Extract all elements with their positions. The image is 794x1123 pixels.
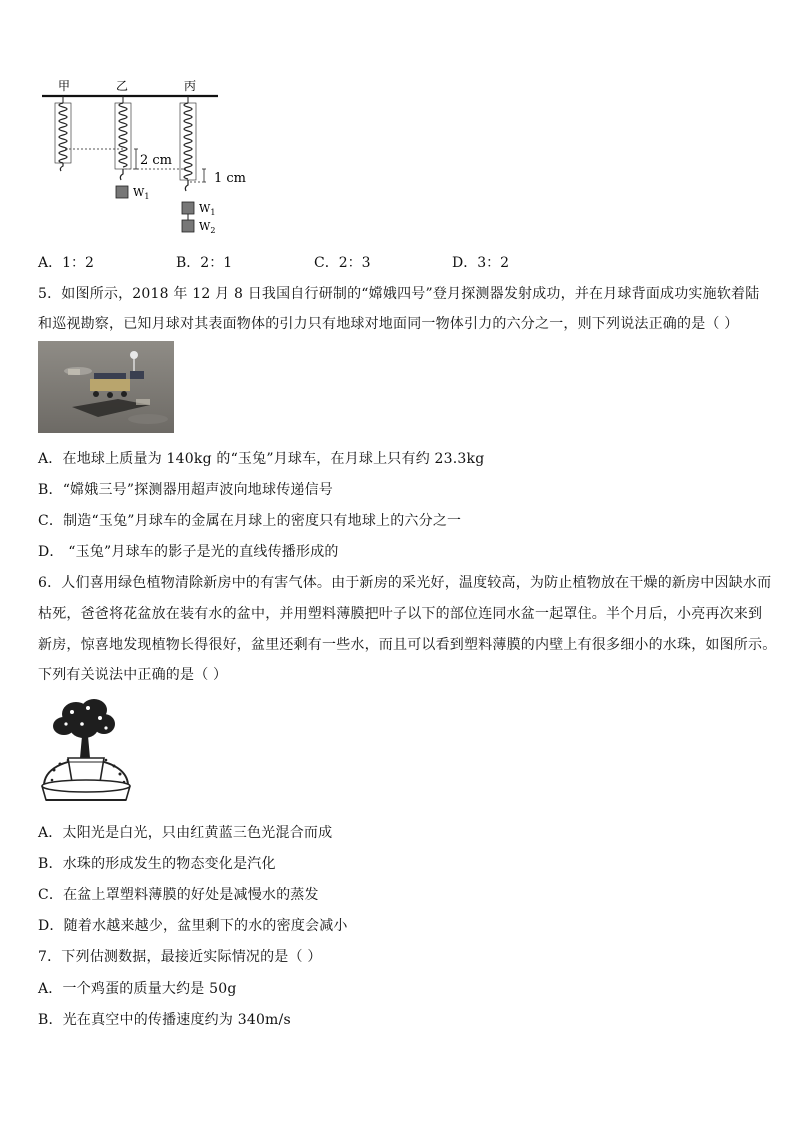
q5-stem-line1: 5．如图所示，2018 年 12 月 8 日我国自行研制的“嫦娥四号”登月探测器发射成功，并在月球背面成功实施软着陆 xyxy=(38,286,760,302)
q6-stem-line2: 枯死，爸爸将花盆放在装有水的盆中，并用塑料薄膜把叶子以下的部位连同水盆一起罩住。半个月后，小亮再次来到 xyxy=(38,606,763,622)
q5-option-d: D． “玉兔”月球车的影子是光的直线传播形成的 xyxy=(38,544,339,560)
q4-option-d: D．3：2 xyxy=(452,255,510,271)
spring-figure xyxy=(38,76,258,242)
spring-yi xyxy=(115,96,131,198)
spring-bing xyxy=(180,96,196,232)
q4-option-a: A．1：2 xyxy=(38,255,94,271)
weight-w2: $W_2$ xyxy=(199,220,216,235)
q6-option-d: D．随着水越来越少，盆里剩下的水的密度会减小 xyxy=(38,918,348,934)
label-yi: 乙 xyxy=(116,79,129,93)
label-bing: 丙 xyxy=(184,79,197,93)
q4-option-b: B．2：1 xyxy=(176,255,233,271)
lunar-rover-photo xyxy=(38,341,174,433)
weight-w1-a: $W_1$ xyxy=(133,186,150,201)
plant-dome-figure xyxy=(38,696,138,806)
weight-w1-b: $W_1$ xyxy=(199,202,216,217)
q5-option-a: A．在地球上质量为 140kg 的“玉兔”月球车，在月球上只有约 23.3kg xyxy=(38,451,485,467)
q6-stem-line1: 6．人们喜用绿色植物清除新房中的有害气体。由于新房的采光好，温度较高，为防止植物放在干燥的新房中因缺水而 xyxy=(38,575,772,591)
q6-option-b: B．水珠的形成发生的物态变化是汽化 xyxy=(38,856,276,872)
dim-2cm: 2 cm xyxy=(140,153,173,168)
q5-option-b: B．“嫦娥三号”探测器用超声波向地球传递信号 xyxy=(38,482,334,498)
q4-option-c: C．2：3 xyxy=(314,255,371,271)
q7-stem: 7．下列估测数据，最接近实际情况的是（ ） xyxy=(38,949,322,965)
q7-option-a: A．一个鸡蛋的质量大约是 50g xyxy=(38,981,237,997)
q6-stem-line4: 下列有关说法中正确的是（ ） xyxy=(38,667,228,683)
label-jia: 甲 xyxy=(58,79,71,93)
q7-option-b: B．光在真空中的传播速度约为 340m/s xyxy=(38,1012,291,1028)
q6-option-a: A．太阳光是白光，只由红黄蓝三色光混合而成 xyxy=(38,825,333,841)
q5-stem-line2: 和巡视勘察，已知月球对其表面物体的引力只有地球对地面同一物体引力的六分之一，则下列说法正确的是（ ） xyxy=(38,316,739,332)
q6-option-c: C．在盆上罩塑料薄膜的好处是减慢水的蒸发 xyxy=(38,887,319,903)
spring-jia xyxy=(55,96,71,171)
dim-1cm: 1 cm xyxy=(214,171,247,186)
q5-option-c: C．制造“玉兔”月球车的金属在月球上的密度只有地球上的六分之一 xyxy=(38,513,462,529)
q6-stem-line3: 新房，惊喜地发现植物长得很好，盆里还剩有一些水，而且可以看到塑料薄膜的内壁上有很多细小的水珠，如图所示。 xyxy=(38,637,777,653)
